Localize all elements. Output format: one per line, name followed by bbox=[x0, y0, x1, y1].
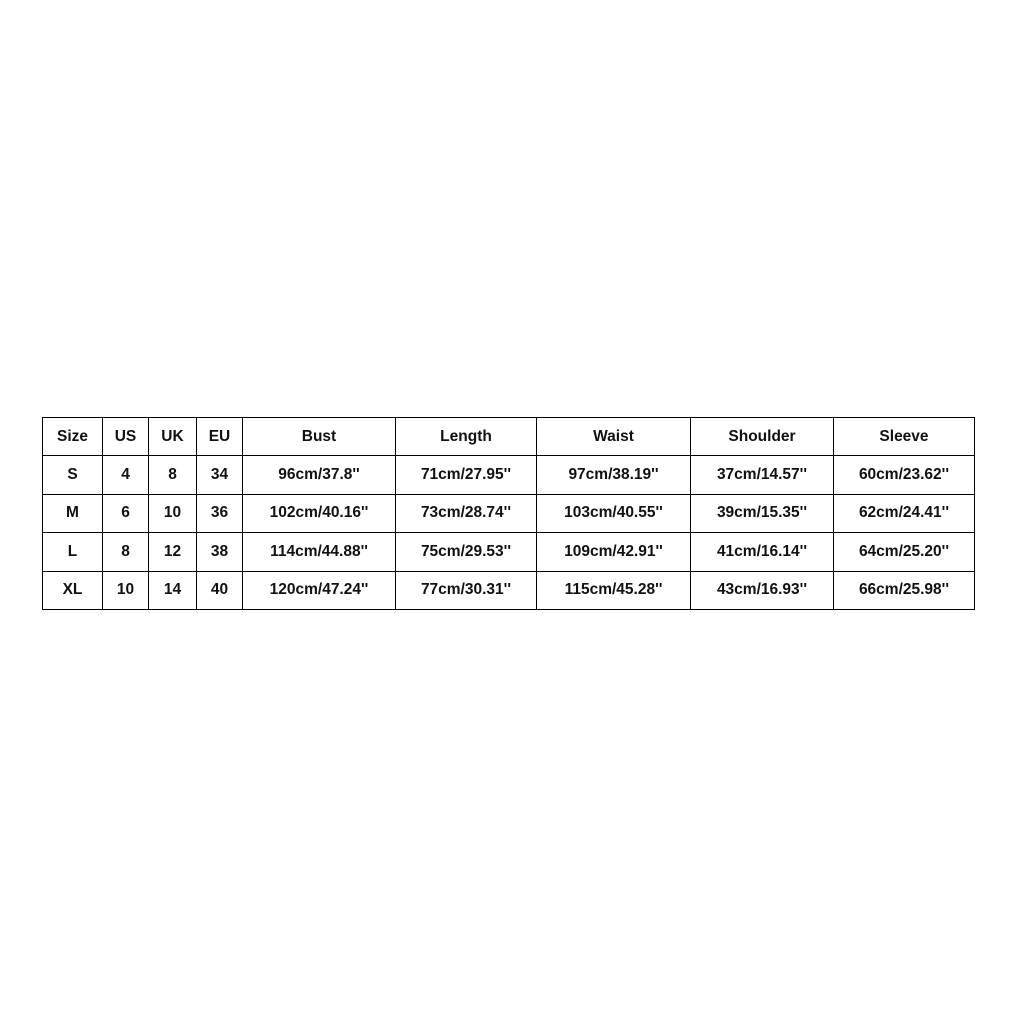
header-length: Length bbox=[396, 418, 537, 456]
cell-uk: 12 bbox=[149, 533, 197, 572]
cell-bust: 114cm/44.88'' bbox=[243, 533, 396, 572]
cell-shoulder: 41cm/16.14'' bbox=[691, 533, 834, 572]
header-eu: EU bbox=[197, 418, 243, 456]
header-us: US bbox=[103, 418, 149, 456]
cell-eu: 38 bbox=[197, 533, 243, 572]
header-uk: UK bbox=[149, 418, 197, 456]
cell-uk: 14 bbox=[149, 571, 197, 610]
table-row bbox=[43, 533, 975, 572]
cell-sleeve: 62cm/24.41'' bbox=[834, 494, 975, 533]
cell-uk: 8 bbox=[149, 456, 197, 495]
cell-us: 8 bbox=[103, 533, 149, 572]
cell-size: S bbox=[43, 456, 103, 495]
cell-sleeve: 60cm/23.62'' bbox=[834, 456, 975, 495]
cell-bust: 102cm/40.16'' bbox=[243, 494, 396, 533]
cell-size: L bbox=[43, 533, 103, 572]
cell-shoulder: 43cm/16.93'' bbox=[691, 571, 834, 610]
cell-eu: 36 bbox=[197, 494, 243, 533]
header-shoulder: Shoulder bbox=[691, 418, 834, 456]
cell-us: 4 bbox=[103, 456, 149, 495]
cell-eu: 34 bbox=[197, 456, 243, 495]
header-bust: Bust bbox=[243, 418, 396, 456]
table-row bbox=[43, 571, 975, 610]
cell-us: 10 bbox=[103, 571, 149, 610]
size-chart-table bbox=[42, 417, 975, 610]
cell-uk: 10 bbox=[149, 494, 197, 533]
cell-shoulder: 37cm/14.57'' bbox=[691, 456, 834, 495]
cell-length: 73cm/28.74'' bbox=[396, 494, 537, 533]
header-sleeve: Sleeve bbox=[834, 418, 975, 456]
cell-sleeve: 66cm/25.98'' bbox=[834, 571, 975, 610]
cell-waist: 97cm/38.19'' bbox=[537, 456, 691, 495]
table-row bbox=[43, 494, 975, 533]
cell-sleeve: 64cm/25.20'' bbox=[834, 533, 975, 572]
cell-length: 71cm/27.95'' bbox=[396, 456, 537, 495]
table-row bbox=[43, 456, 975, 495]
header-waist: Waist bbox=[537, 418, 691, 456]
cell-length: 77cm/30.31'' bbox=[396, 571, 537, 610]
cell-eu: 40 bbox=[197, 571, 243, 610]
cell-us: 6 bbox=[103, 494, 149, 533]
cell-length: 75cm/29.53'' bbox=[396, 533, 537, 572]
cell-bust: 96cm/37.8'' bbox=[243, 456, 396, 495]
cell-waist: 109cm/42.91'' bbox=[537, 533, 691, 572]
cell-size: XL bbox=[43, 571, 103, 610]
header-size: Size bbox=[43, 418, 103, 456]
cell-shoulder: 39cm/15.35'' bbox=[691, 494, 834, 533]
cell-waist: 103cm/40.55'' bbox=[537, 494, 691, 533]
table-header-row bbox=[43, 418, 975, 456]
cell-size: M bbox=[43, 494, 103, 533]
cell-bust: 120cm/47.24'' bbox=[243, 571, 396, 610]
cell-waist: 115cm/45.28'' bbox=[537, 571, 691, 610]
